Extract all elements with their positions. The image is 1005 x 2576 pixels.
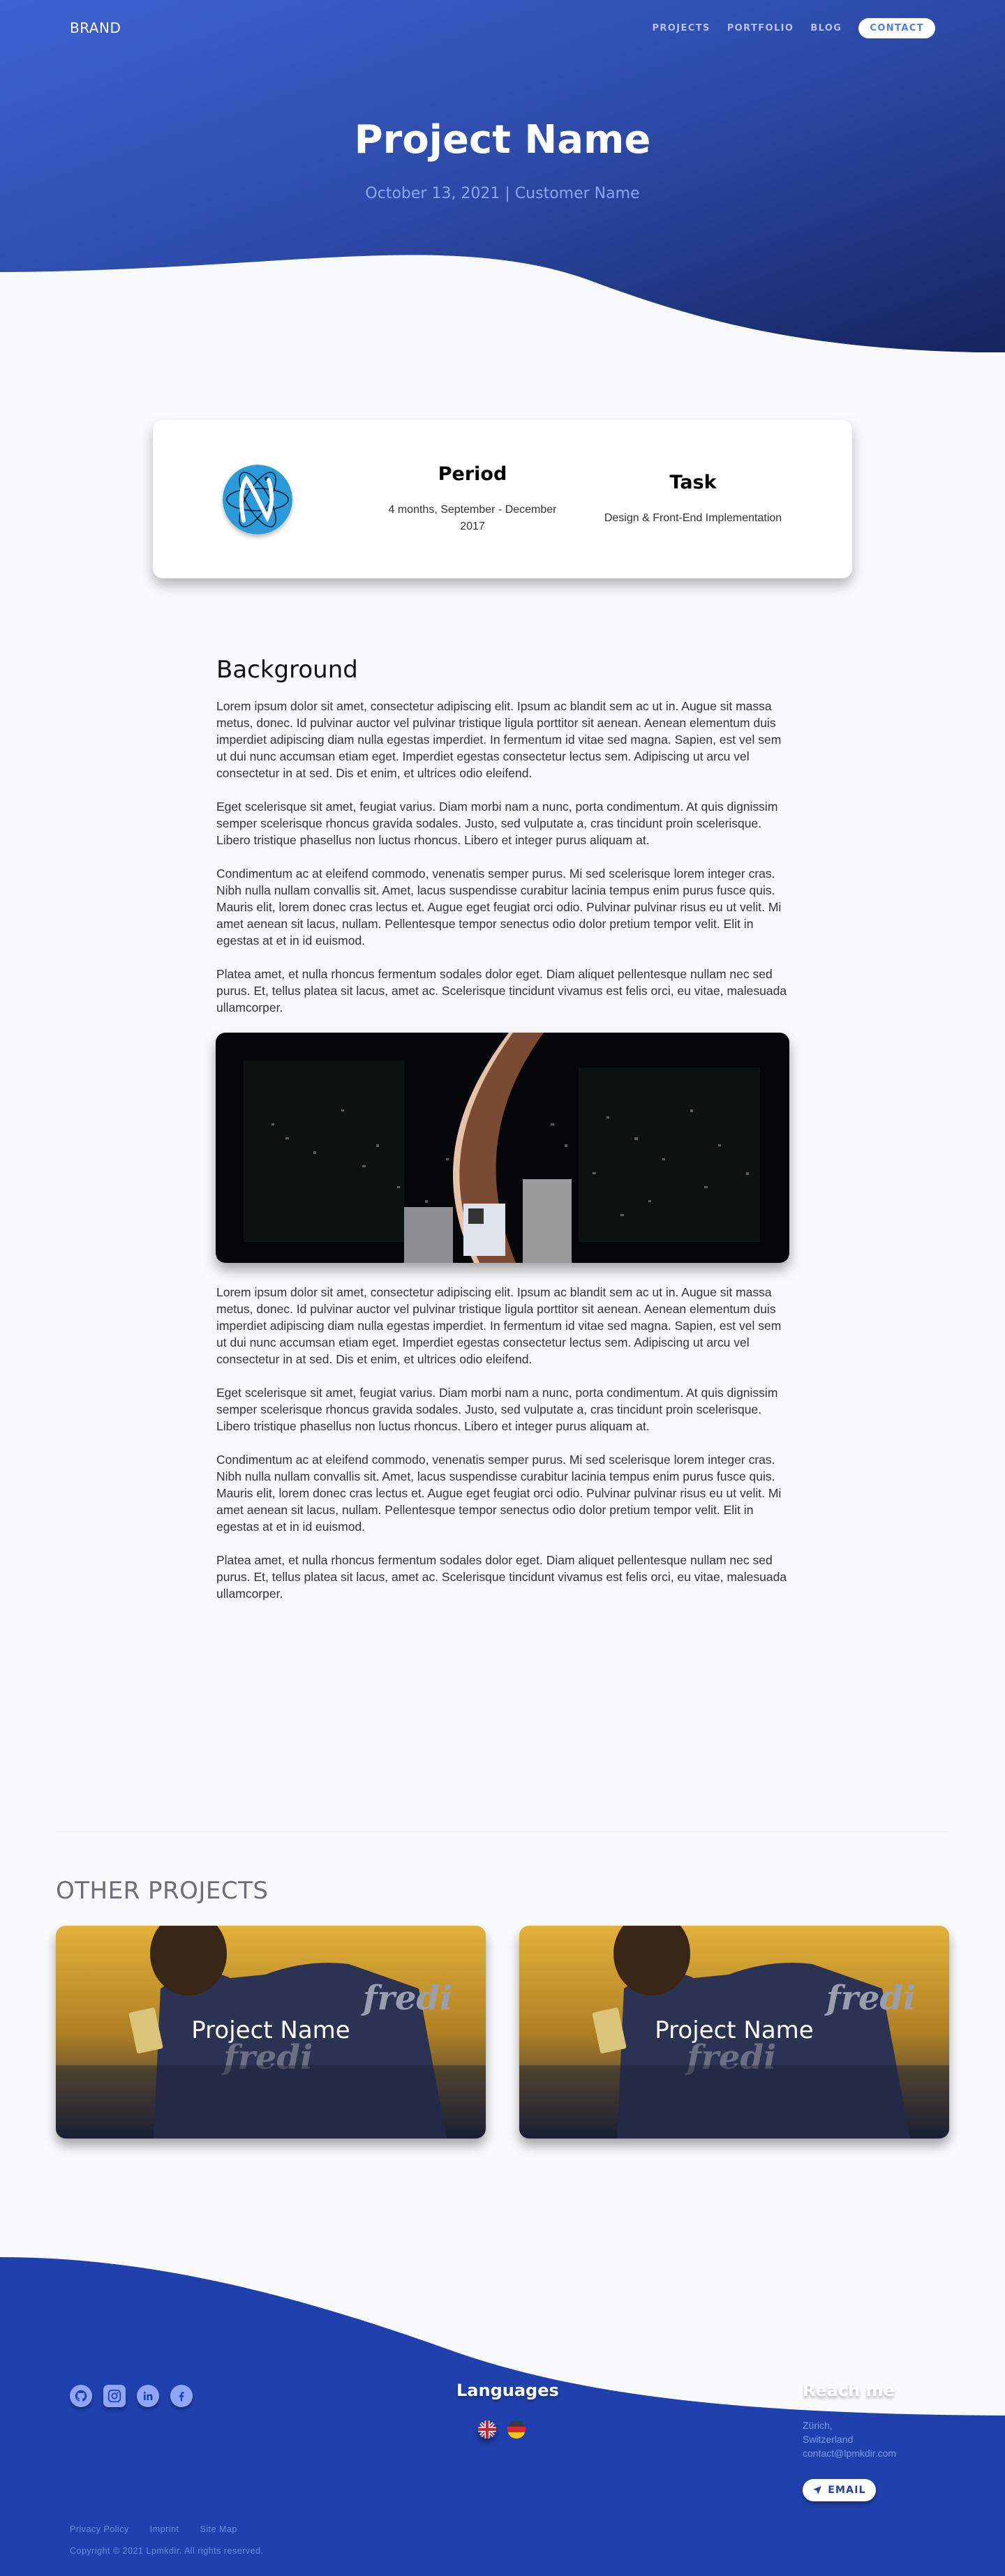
paragraph: Platea amet, et nulla rhoncus fermentum sodales dolor eget. Diam aliquet pellentesque nullam nec sed purus. Et, tellus platea sit lacus, amet ac. Scelerisque tincidunt vivamus est felis orci, eu vitae, malesuada ullamcorper.: [216, 1553, 787, 1601]
city: Zürich,: [803, 2420, 833, 2431]
brand-logo[interactable]: BRAND: [70, 20, 121, 36]
reach-me-title: Reach me: [803, 2381, 895, 2400]
nav-contact-button[interactable]: CONTACT: [858, 18, 935, 38]
svg-text:fredi: fredi: [687, 2038, 777, 2077]
task-block: [583, 472, 803, 527]
linkedin-icon[interactable]: [137, 2385, 159, 2407]
circuit-board-image: [216, 1033, 789, 1263]
imprint-link[interactable]: Imprint: [149, 2524, 179, 2534]
nav-link-blog[interactable]: BLOG: [810, 22, 842, 33]
site-map-link[interactable]: Site Map: [200, 2524, 237, 2534]
privacy-policy-link[interactable]: Privacy Policy: [70, 2524, 129, 2534]
svg-text:fredi: fredi: [826, 1979, 916, 2018]
email-link[interactable]: contact@lpmkdir.com: [803, 2448, 897, 2459]
project-card-title: Project Name: [191, 2016, 350, 2044]
project-card[interactable]: [56, 1926, 486, 2139]
paragraph: Condimentum ac at eleifend commodo, venenatis semper purus. Mi sed scelerisque lorem integer cras. Nibh nulla nullam convallis sit. Amet, lacus suspendisse curabitur lacinia tempus enim purus fusce quis. Mauris elit, lorem donec cras lectus et. Augue eget feugiat orci odio. Pulvinar pulvinar risus eu ut velit. Mi amet aenean sit lacus, nullam. Pellentesque tempor senectus odio dolor pretium tempor velit. Elit in egestas at et in id euismod.: [216, 1453, 782, 1534]
country: Switzerland: [803, 2434, 854, 2445]
section-heading: Background: [216, 656, 358, 684]
footer-links: [70, 2524, 237, 2534]
email-button[interactable]: [803, 2479, 876, 2501]
nav-link-portfolio[interactable]: PORTFOLIO: [727, 22, 794, 33]
period-value: 4 months, September - December 2017: [388, 504, 557, 532]
facebook-icon[interactable]: [170, 2385, 193, 2407]
paragraph: Condimentum ac at eleifend commodo, venenatis semper purus. Mi sed scelerisque lorem integer cras. Nibh nulla nullam convallis sit. Amet, lacus suspendisse curabitur lacinia tempus enim purus fusce quis. Mauris elit, lorem donec cras lectus et. Augue eget feugiat orci odio. Pulvinar pulvinar risus eu ut velit. Mi amet aenean sit lacus, nullam. Pellentesque tempor senectus odio dolor pretium tempor velit. Elit in egestas at et in id euismod.: [216, 867, 782, 948]
article-body: [216, 656, 789, 1619]
page-title: Project Name: [354, 117, 651, 163]
github-icon[interactable]: [70, 2385, 92, 2407]
language-switcher: [478, 2420, 526, 2439]
svg-text:fredi: fredi: [223, 2038, 313, 2077]
project-card-title: Project Name: [655, 2016, 814, 2044]
paragraph: Eget scelerisque sit amet, feugiat varius. Diam morbi nam a nunc, porta condimentum. At quis dignissim semper scelerisque rhoncus gravida sodales. Justo, sed vulputate a, cras tincidunt proin scelerisque. Libero tristique phasellus non luctus rhoncus. Libero et integer purus aliquam at.: [216, 1386, 778, 1433]
atom-n-logo-icon: [223, 465, 292, 534]
other-projects-title: OTHER PROJECTS: [56, 1877, 269, 1905]
hero-section: [0, 0, 1005, 352]
project-info-card: [153, 420, 852, 578]
uk-flag-icon[interactable]: [478, 2420, 496, 2439]
article-image: [216, 1033, 789, 1263]
nav-links: [635, 18, 935, 38]
project-card[interactable]: [519, 1926, 949, 2139]
email-button-label: EMAIL: [828, 2485, 866, 2496]
languages-title: Languages: [456, 2381, 559, 2400]
svg-text:fredi: fredi: [363, 1979, 453, 2018]
social-links: [70, 2385, 193, 2407]
paragraph: Eget scelerisque sit amet, feugiat varius. Diam morbi nam a nunc, porta condimentum. At quis dignissim semper scelerisque rhoncus gravida sodales. Justo, sed vulputate a, cras tincidunt proin scelerisque. Libero tristique phasellus non luctus rhoncus. Libero et integer purus aliquam at.: [216, 800, 778, 847]
task-value: Design & Front-End Implementation: [604, 512, 782, 524]
paragraph: Lorem ipsum dolor sit amet, consectetur adipiscing elit. Ipsum ac blandit sem ac ut in. Augue sit massa metus, donec. Id pulvinar auctor vel pulvinar tristique ligula porttitor sit aenean. Aenean elementum duis imperdiet adipiscing diam nulla egestas imperdiet. In fermentum id vitae sed magna. Sapien, est vel sem ut dui nunc accumsan etiam eget. Imperdiet egestas consectetur lectus sem. Adipiscing ut arcu vel consectetur in at sed. Dis et enim, et ultrices odio eleifend.: [216, 1285, 782, 1366]
instagram-icon[interactable]: [103, 2385, 126, 2407]
paragraph: Lorem ipsum dolor sit amet, consectetur adipiscing elit. Ipsum ac blandit sem ac ut in. Augue sit massa metus, donec. Id pulvinar auctor vel pulvinar tristique ligula porttitor sit aenean. Aenean elementum duis imperdiet adipiscing diam nulla egestas imperdiet. In fermentum id vitae sed magna. Sapien, est vel sem ut dui nunc accumsan etiam eget. Imperdiet egestas consectetur lectus sem. Adipiscing ut arcu vel consectetur in at sed. Dis et enim, et ultrices odio eleifend.: [216, 699, 782, 780]
paragraph: Platea amet, et nulla rhoncus fermentum sodales dolor eget. Diam aliquet pellentesque nullam nec sed purus. Et, tellus platea sit lacus, amet ac. Scelerisque tincidunt vivamus est felis orci, eu vitae, malesuada ullamcorper.: [216, 967, 787, 1014]
top-nav: [0, 0, 1005, 56]
nav-link-projects[interactable]: PROJECTS: [652, 22, 710, 33]
send-icon: [812, 2485, 822, 2495]
germany-flag-icon[interactable]: [507, 2420, 526, 2439]
contact-details: [803, 2418, 896, 2460]
period-block: [362, 463, 583, 535]
hero-subtitle: October 13, 2021 | Customer Name: [365, 185, 640, 202]
period-title: Period: [438, 463, 507, 485]
copyright: Copyright © 2021 Lpmkdir. All rights reserved.: [70, 2546, 264, 2556]
task-title: Task: [669, 472, 717, 493]
page-spacer: [0, 0, 1, 2576]
